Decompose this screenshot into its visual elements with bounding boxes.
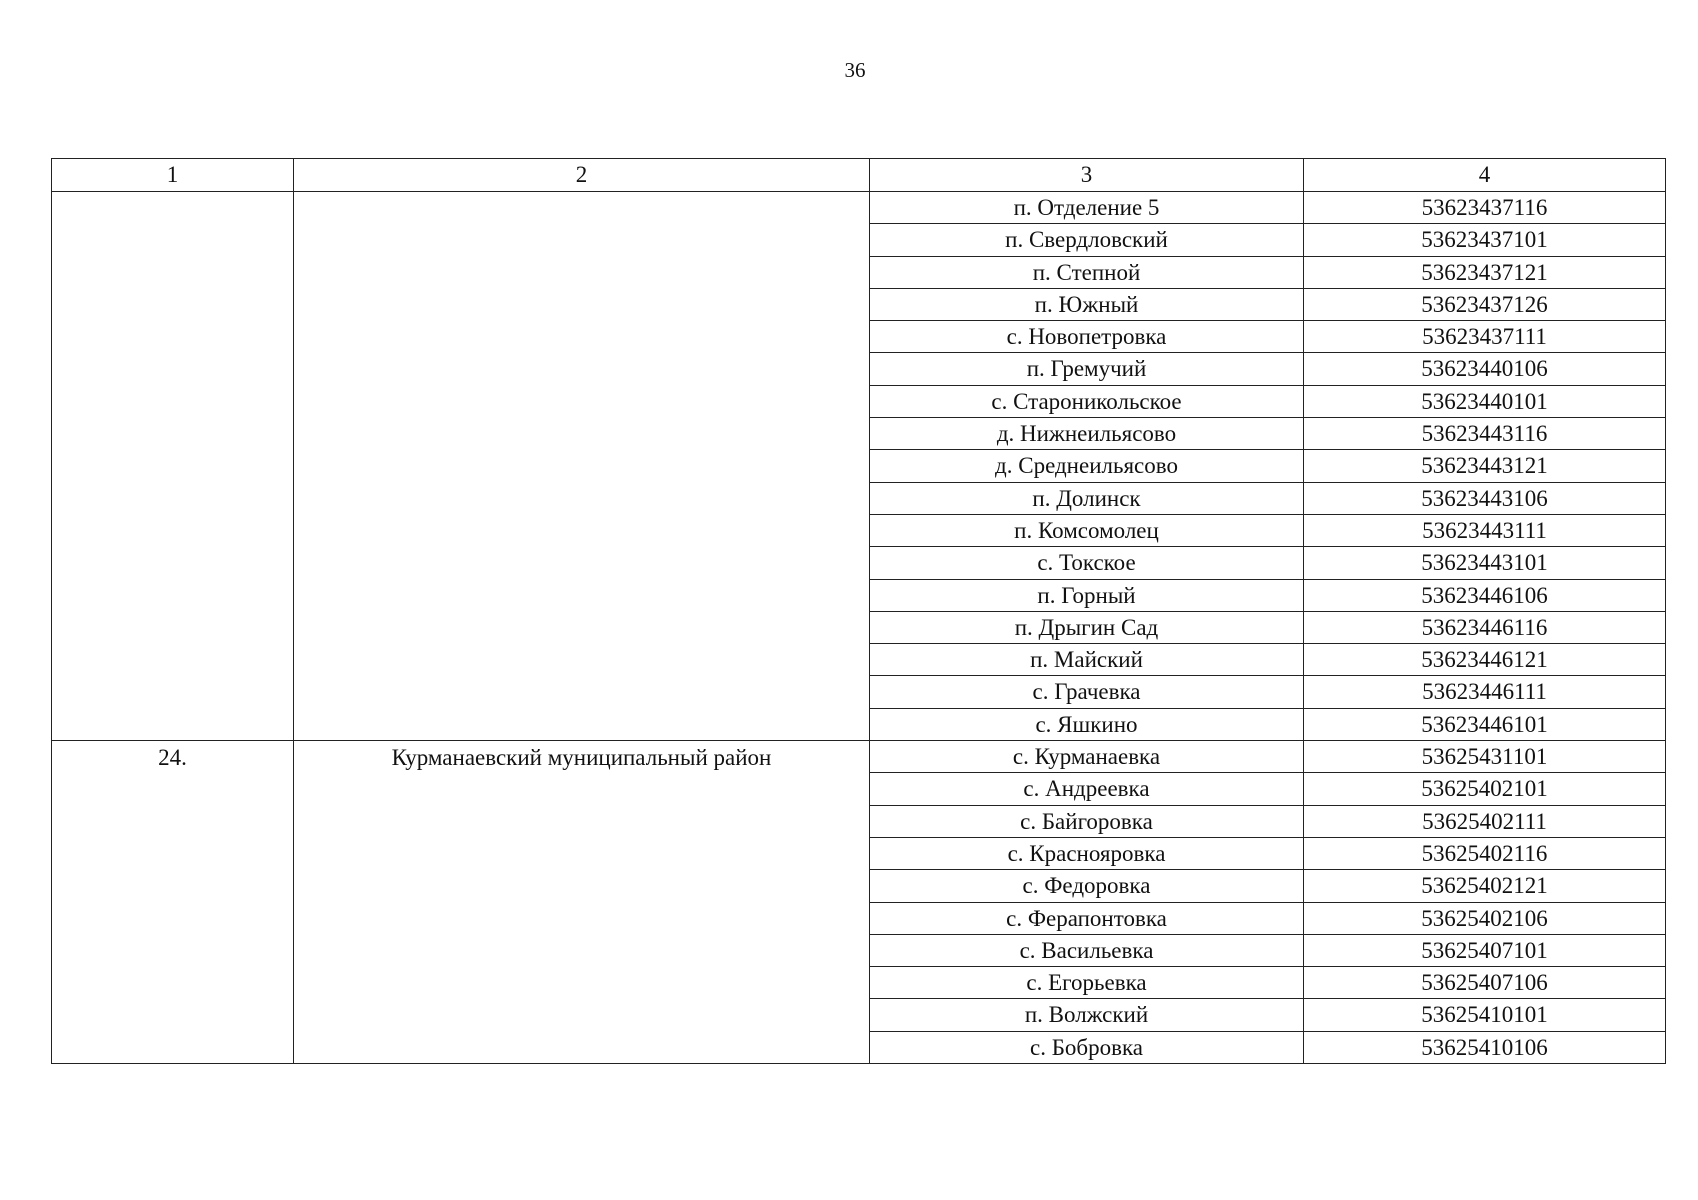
oktmo-code-cell: 53623437121: [1304, 256, 1666, 288]
oktmo-code-cell: 53625402121: [1304, 870, 1666, 902]
column-header-3: 3: [870, 159, 1304, 192]
oktmo-code-cell: 53623446111: [1304, 676, 1666, 708]
oktmo-code-cell: 53623446121: [1304, 644, 1666, 676]
oktmo-code-cell: 53623440101: [1304, 385, 1666, 417]
settlement-name-cell: с. Токское: [870, 547, 1304, 579]
oktmo-code-cell: 53623443121: [1304, 450, 1666, 482]
district-name-cell: Курманаевский муниципальный район: [294, 741, 870, 1064]
table-row: [52, 741, 1666, 773]
settlement-name-cell: с. Андреевка: [870, 773, 1304, 805]
oktmo-code-cell: 53625407106: [1304, 967, 1666, 999]
settlement-name-cell: с. Яшкино: [870, 708, 1304, 740]
column-header-4: 4: [1304, 159, 1666, 192]
settlement-name-cell: с. Ферапонтовка: [870, 902, 1304, 934]
settlement-name-cell: п. Комсомолец: [870, 514, 1304, 546]
settlement-name-cell: п. Свердловский: [870, 224, 1304, 256]
oktmo-code-cell: 53623437116: [1304, 192, 1666, 224]
settlement-name-cell: д. Среднеильясово: [870, 450, 1304, 482]
settlement-name-cell: п. Степной: [870, 256, 1304, 288]
column-header-2: 2: [294, 159, 870, 192]
settlement-name-cell: п. Гремучий: [870, 353, 1304, 385]
settlement-name-cell: п. Дрыгин Сад: [870, 611, 1304, 643]
oktmo-code-cell: 53625410106: [1304, 1031, 1666, 1063]
oktmo-code-cell: 53625402106: [1304, 902, 1666, 934]
settlement-name-cell: п. Майский: [870, 644, 1304, 676]
settlement-name-cell: с. Новопетровка: [870, 321, 1304, 353]
settlement-name-cell: п. Долинск: [870, 482, 1304, 514]
oktmo-code-cell: 53625402101: [1304, 773, 1666, 805]
oktmo-code-cell: 53625402111: [1304, 805, 1666, 837]
settlement-name-cell: д. Нижнеильясово: [870, 418, 1304, 450]
settlement-name-cell: с. Егорьевка: [870, 967, 1304, 999]
settlement-name-cell: с. Староникольское: [870, 385, 1304, 417]
settlement-name-cell: с. Краснояровка: [870, 837, 1304, 869]
oktmo-code-cell: 53623446116: [1304, 611, 1666, 643]
oktmo-code-cell: 53623440106: [1304, 353, 1666, 385]
settlement-name-cell: п. Горный: [870, 579, 1304, 611]
district-number-cell: [52, 192, 294, 741]
settlement-name-cell: п. Волжский: [870, 999, 1304, 1031]
settlement-name-cell: п. Южный: [870, 288, 1304, 320]
oktmo-code-cell: 53623443101: [1304, 547, 1666, 579]
oktmo-code-cell: 53625410101: [1304, 999, 1666, 1031]
settlement-name-cell: с. Курманаевка: [870, 741, 1304, 773]
oktmo-code-cell: 53623443106: [1304, 482, 1666, 514]
table-row: [52, 192, 1666, 224]
settlement-name-cell: с. Байгоровка: [870, 805, 1304, 837]
district-number-cell: 24.: [52, 741, 294, 1064]
oktmo-code-cell: 53623437101: [1304, 224, 1666, 256]
table-body: [52, 192, 1666, 1064]
settlement-name-cell: п. Отделение 5: [870, 192, 1304, 224]
oktmo-code-cell: 53625431101: [1304, 741, 1666, 773]
page-number: 36: [844, 58, 866, 82]
oktmo-code-cell: 53623446101: [1304, 708, 1666, 740]
settlement-name-cell: с. Бобровка: [870, 1031, 1304, 1063]
settlement-name-cell: с. Васильевка: [870, 934, 1304, 966]
settlement-name-cell: с. Грачевка: [870, 676, 1304, 708]
oktmo-code-cell: 53623443111: [1304, 514, 1666, 546]
oktmo-code-cell: 53623446106: [1304, 579, 1666, 611]
oktmo-code-cell: 53623437111: [1304, 321, 1666, 353]
column-header-1: 1: [52, 159, 294, 192]
district-name-cell: [294, 192, 870, 741]
settlement-name-cell: с. Федоровка: [870, 870, 1304, 902]
oktmo-code-cell: 53625407101: [1304, 934, 1666, 966]
settlements-table: [51, 158, 1666, 1064]
oktmo-code-cell: 53625402116: [1304, 837, 1666, 869]
oktmo-code-cell: 53623437126: [1304, 288, 1666, 320]
table-header-row: [52, 159, 1666, 192]
oktmo-code-cell: 53623443116: [1304, 418, 1666, 450]
